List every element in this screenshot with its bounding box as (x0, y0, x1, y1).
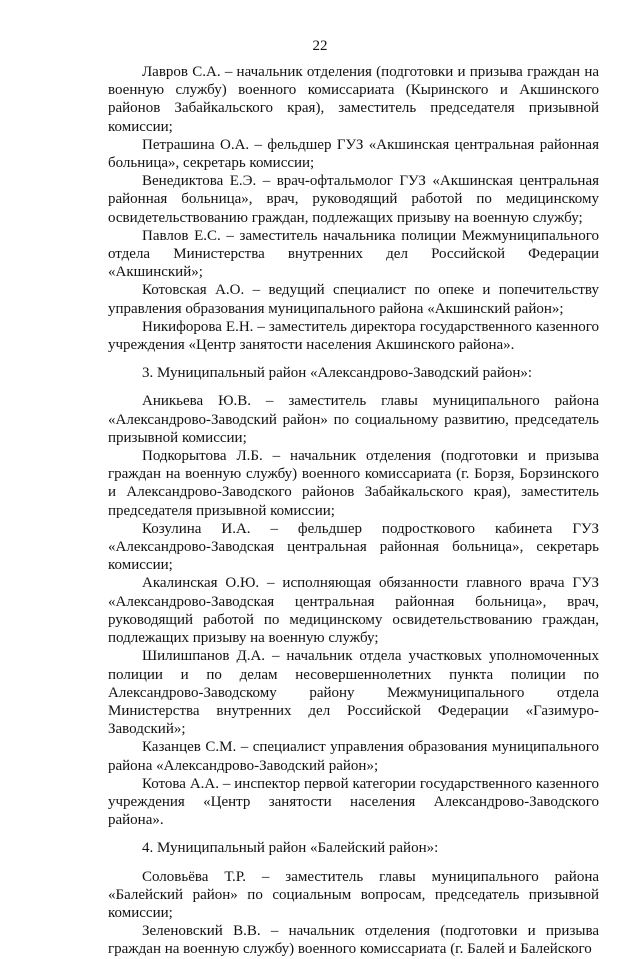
member-paragraph: Павлов Е.С. – заместитель начальника полиции Межмуниципального отдела Министерства внутренних дел Российской Федерации «Акшинский»; (108, 227, 599, 281)
section-heading: 3. Муниципальный район «Александрово-Заводский район»: (142, 365, 533, 382)
member-paragraph: Шилишпанов Д.А. – начальник отдела участковых уполномоченных полиции и по делам несовершеннолетних пункта полиции по Александрово-Заводскому району Межмуниципального отдела Министерства внутренних дел Российской Федерации «Газимуро-Заводский»; (108, 648, 599, 738)
member-paragraph: Петрашина О.А. – фельдшер ГУЗ «Акшинская центральная районная больница», секретарь комиссии; (108, 136, 599, 172)
member-paragraph: Котовская А.О. – ведущий специалист по опеке и попечительству управления образования муниципального района «Акшинский район»; (108, 282, 599, 317)
member-paragraph: Венедиктова Е.Э. – врач-офтальмолог ГУЗ «Акшинская центральная районная больница», врач, руководящий работой по медицинскому освидетельствованию граждан, подлежащих призыву на военную службу; (108, 173, 599, 226)
member-paragraph: Котова А.А. – инспектор первой категории государственного казенного учреждения «Центр занятости населения Александрово-Заводского района». (108, 775, 599, 829)
member-paragraph: Подкорытова Л.Б. – начальник отделения (подготовки и призыва граждан на военную службу) военного комиссариата (г. Борзя, Борзинского и Александрово-Заводского районов Забайкальского края), заместитель председателя призывной комиссии; (108, 448, 599, 519)
member-paragraph: Акалинская О.Ю. – исполняющая обязанности главного врача ГУЗ «Александрово-Заводская центральная районная больница», врач, руководящий работой по медицинскому освидетельствованию граждан, подлежащих призыву на военную службу; (108, 575, 599, 647)
member-paragraph: Аникьева Ю.В. – заместитель главы муниципального района «Александрово-Заводский район» по социальному развитию, председатель призывной комиссии; (108, 393, 599, 446)
document-body (108, 63, 599, 959)
member-paragraph: Зеленовский В.В. – начальник отделения (подготовки и призыва граждан на военную службу) военного комиссариата (г. Балей и Балейского (108, 923, 599, 958)
member-paragraph: Никифорова Е.Н. – заместитель директора государственного казенного учреждения «Центр занятости населения Акшинского района». (108, 318, 599, 354)
member-paragraph: Лавров С.А. – начальник отделения (подготовки и призыва граждан на военную службу) военного комиссариата (Кыринского и Акшинского районов Забайкальского края), заместитель председателя призывной комиссии; (108, 64, 599, 135)
section-heading: 4. Муниципальный район «Балейский район»: (142, 840, 439, 857)
member-paragraph: Соловьёва Т.Р. – заместитель главы муниципального района «Балейский район» по социальным вопросам, председатель призывной комиссии; (108, 868, 599, 921)
page-number: 22 (312, 38, 328, 54)
member-paragraph: Козулина И.А. – фельдшер подросткового кабинета ГУЗ «Александрово-Заводская центральная районная больница», секретарь комиссии; (108, 520, 599, 574)
member-paragraph: Казанцев С.М. – специалист управления образования муниципального района «Александрово-Заводский район»; (108, 739, 599, 774)
